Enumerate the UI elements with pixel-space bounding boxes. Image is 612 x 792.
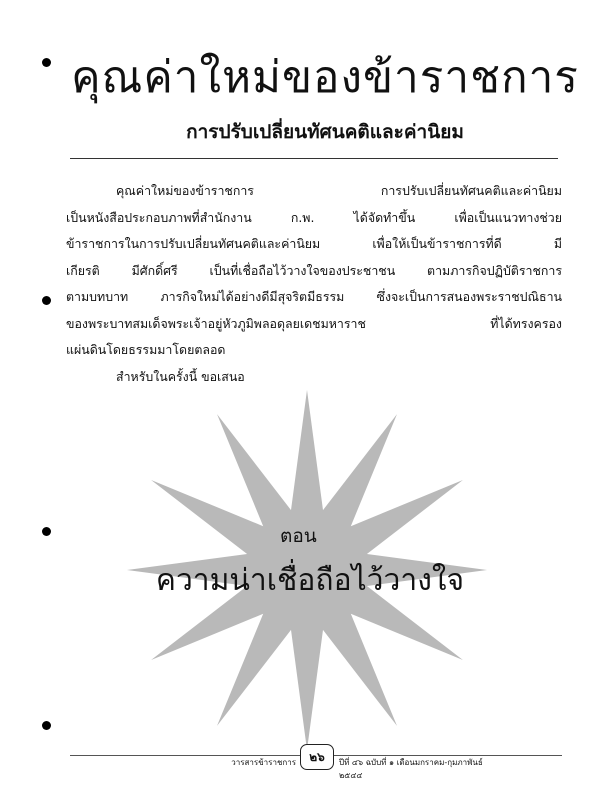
- binder-hole: [42, 721, 51, 730]
- paragraph-line: เกียรติ มีศักดิ์ศรี เป็นที่เชื่อถือไว้วางใจของประชาชน ตามภารกิจปฏิบัติราชการ: [66, 262, 562, 278]
- paragraph-line: ข้าราชการในการปรับเปลี่ยนทัศนคติและค่านิยม เพื่อให้เป็นข้าราชการที่ดี มี: [66, 236, 562, 251]
- episode-title: ความน่าเชื่อถือไว้วางใจ: [155, 563, 465, 598]
- page-title: คุณค่าใหม่ของข้าราชการ: [71, 52, 579, 103]
- footer-issue: ปีที่ ๔๖ ฉบับที่ ๑ เดือนมกราคม-กุมภาพันธ์ ๒๕๔๔: [339, 758, 483, 780]
- page-number: ๒๖: [300, 744, 334, 770]
- paragraph-line: เป็นหนังสือประกอบภาพที่สำนักงาน ก.พ. ได้จัดทำขึ้น เพื่อเป็นแนวทางช่วย: [66, 209, 562, 225]
- offer-line: สำหรับในครั้งนี้ ขอเสนอ: [116, 368, 245, 384]
- binder-hole: [42, 58, 51, 67]
- paragraph-line: ตามบทบาท ภารกิจใหม่ได้อย่างดีมีสุจริตมีธรรม ซึ่งจะเป็นการสนองพระราชปณิธาน: [66, 289, 562, 304]
- episode-label: ตอน: [280, 525, 317, 547]
- intro-text: [66, 178, 562, 390]
- binder-hole: [42, 527, 51, 536]
- paragraph-line: ของพระบาทสมเด็จพระเจ้าอยู่หัวภูมิพลอดุลยเดชมหาราช ที่ได้ทรงครอง: [66, 315, 562, 331]
- title-divider: [70, 158, 558, 159]
- footer-publication: วารสารข้าราชการ: [231, 758, 296, 767]
- paragraph-line: แผ่นดินโดยธรรมมาโดยตลอด: [66, 342, 226, 357]
- page-subtitle: การปรับเปลี่ยนทัศนคติและค่านิยม: [186, 121, 464, 143]
- paragraph-line: คุณค่าใหม่ของข้าราชการ การปรับเปลี่ยนทัศนคติและค่านิยม: [116, 183, 562, 198]
- binder-hole: [42, 296, 51, 305]
